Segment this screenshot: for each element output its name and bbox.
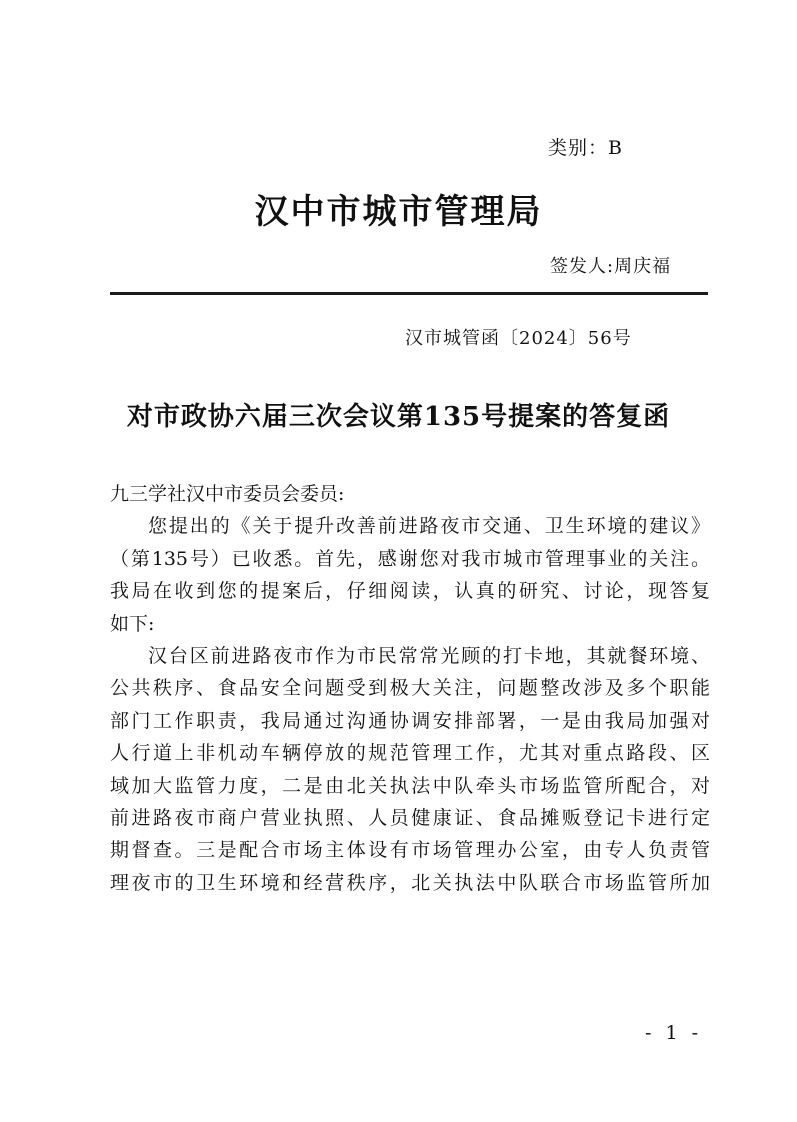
paragraph-1-line: 如下: (110, 612, 155, 635)
signer: 签发人:周庆福 (550, 256, 672, 277)
organization-title: 汉中市城市管理局 (254, 192, 543, 232)
salutation: 九三学社汉中市委员会委员: (110, 483, 345, 505)
paragraph-1-line: 我局在收到您的提案后，仔细阅读，认真的研究、讨论，现答复 (110, 580, 710, 603)
paragraph-2-line: 前进路夜市商户营业执照、人员健康证、食品摊贩登记卡进行定 (110, 806, 710, 829)
header-divider (110, 292, 708, 295)
paragraph-2-line: 公共秩序、食品安全问题受到极大关注，问题整改涉及多个职能 (110, 677, 710, 700)
paragraph-2-line: 理夜市的卫生环境和经营秩序，北关执法中队联合市场监管所加 (110, 871, 710, 894)
paragraph-2-line: 汉台区前进路夜市作为市民常常光顾的打卡地，其就餐环境、 (148, 644, 710, 667)
document-number: 汉市城管函〔2024〕56号 (405, 328, 632, 349)
page-number: - 1 - (645, 1022, 703, 1044)
paragraph-2-line: 期督查。三是配合市场主体设有市场管理办公室，由专人负责管 (110, 839, 710, 862)
letter-body (110, 478, 710, 899)
paragraph-2-line: 部门工作职责，我局通过沟通协调安排部署，一是由我局加强对 (110, 709, 710, 732)
paragraph-1-line: 您提出的《关于提升改善前进路夜市交通、卫生环境的建议》 (148, 515, 710, 538)
document-title: 对市政协六届三次会议第135号提案的答复函 (126, 402, 671, 432)
paragraph-2-line: 人行道上非机动车辆停放的规范管理工作，尤其对重点路段、区 (110, 742, 710, 765)
document-category: 类别：B (548, 137, 623, 159)
paragraph-1-line: （第135号）已收悉。首先，感谢您对我市城市管理事业的关注。 (110, 547, 710, 570)
paragraph-2-line: 域加大监管力度，二是由北关执法中队牵头市场监管所配合，对 (110, 774, 710, 797)
